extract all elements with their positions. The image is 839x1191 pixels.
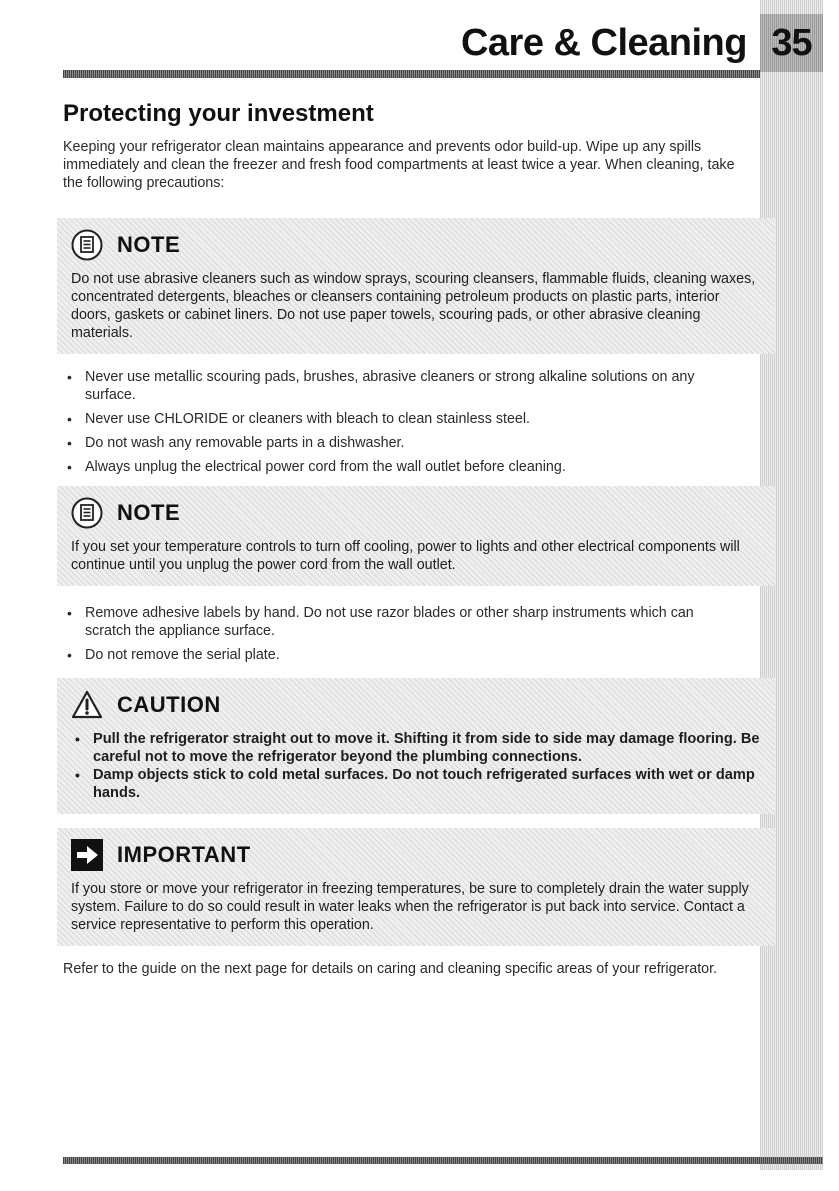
note-icon bbox=[71, 229, 103, 261]
intro-paragraph: Keeping your refrigerator clean maintains appearance and prevents odor build-up. Wipe up any spills immediately and clean the freezer and fresh food compartments at least twice a year. When cleaning, take the following precautions: bbox=[63, 139, 735, 191]
note-box-2 bbox=[57, 486, 775, 586]
page-number: 35 bbox=[771, 21, 812, 64]
caution-title: CAUTION bbox=[117, 692, 221, 717]
page-number-block bbox=[760, 14, 823, 72]
caution-box bbox=[57, 678, 775, 814]
section-title: Care & Cleaning bbox=[460, 22, 747, 64]
caution-list bbox=[71, 730, 761, 802]
arrow-right-icon bbox=[71, 839, 103, 871]
closing-paragraph: Refer to the guide on the next page for details on caring and cleaning specific areas of your refrigerator. bbox=[63, 961, 718, 977]
note-box-1 bbox=[57, 218, 775, 354]
list-item: • Damp objects stick to cold metal surfaces. Do not touch refrigerated surfaces with wet or damp hands. bbox=[71, 766, 761, 802]
list-item: • Remove adhesive labels by hand. Do not use razor blades or other sharp instruments which can scratch the appliance surface. bbox=[63, 604, 735, 640]
note-title: NOTE bbox=[117, 500, 181, 525]
important-title: IMPORTANT bbox=[117, 842, 251, 867]
note-title: NOTE bbox=[117, 232, 181, 257]
precautions-list-2 bbox=[63, 604, 735, 664]
warning-triangle-icon bbox=[71, 689, 103, 721]
footer-rule bbox=[63, 1157, 823, 1164]
note-text: If you set your temperature controls to turn off cooling, power to lights and other electrical components will continue until you unplug the power cord from the wall outlet. bbox=[71, 539, 740, 573]
important-box bbox=[57, 828, 775, 946]
important-text: If you store or move your refrigerator in freezing temperatures, be sure to completely drain the water supply system. Failure to do so could result in water leaks when the refrigerator is put back into service. Contact a service representative to perform this operation. bbox=[71, 881, 749, 933]
list-item: • Never use metallic scouring pads, brushes, abrasive cleaners or strong alkaline solutions on any surface. bbox=[63, 368, 735, 404]
list-item: • Do not wash any removable parts in a dishwasher. bbox=[63, 434, 735, 452]
main-content bbox=[63, 100, 760, 978]
note-icon bbox=[71, 497, 103, 529]
header-rule bbox=[63, 70, 760, 78]
list-item: • Always unplug the electrical power cord from the wall outlet before cleaning. bbox=[63, 458, 735, 476]
list-item: • Pull the refrigerator straight out to move it. Shifting it from side to side may damage flooring. Be careful not to move the refrigerator beyond the plumbing connections. bbox=[71, 730, 761, 766]
list-item: • Do not remove the serial plate. bbox=[63, 646, 735, 664]
note-text: Do not use abrasive cleaners such as window sprays, scouring cleansers, flammable fluids, cleaning waxes, concentrated detergents, bleaches or cleansers containing petroleum products on plastic parts, interior doors, gaskets or cabinet liners. Do not use paper towels, scouring pads, or other abrasive cleaning materials. bbox=[71, 271, 756, 341]
page-heading: Protecting your investment bbox=[63, 100, 374, 127]
list-item: • Never use CHLORIDE or cleaners with bleach to clean stainless steel. bbox=[63, 410, 735, 428]
precautions-list-1 bbox=[63, 368, 735, 476]
